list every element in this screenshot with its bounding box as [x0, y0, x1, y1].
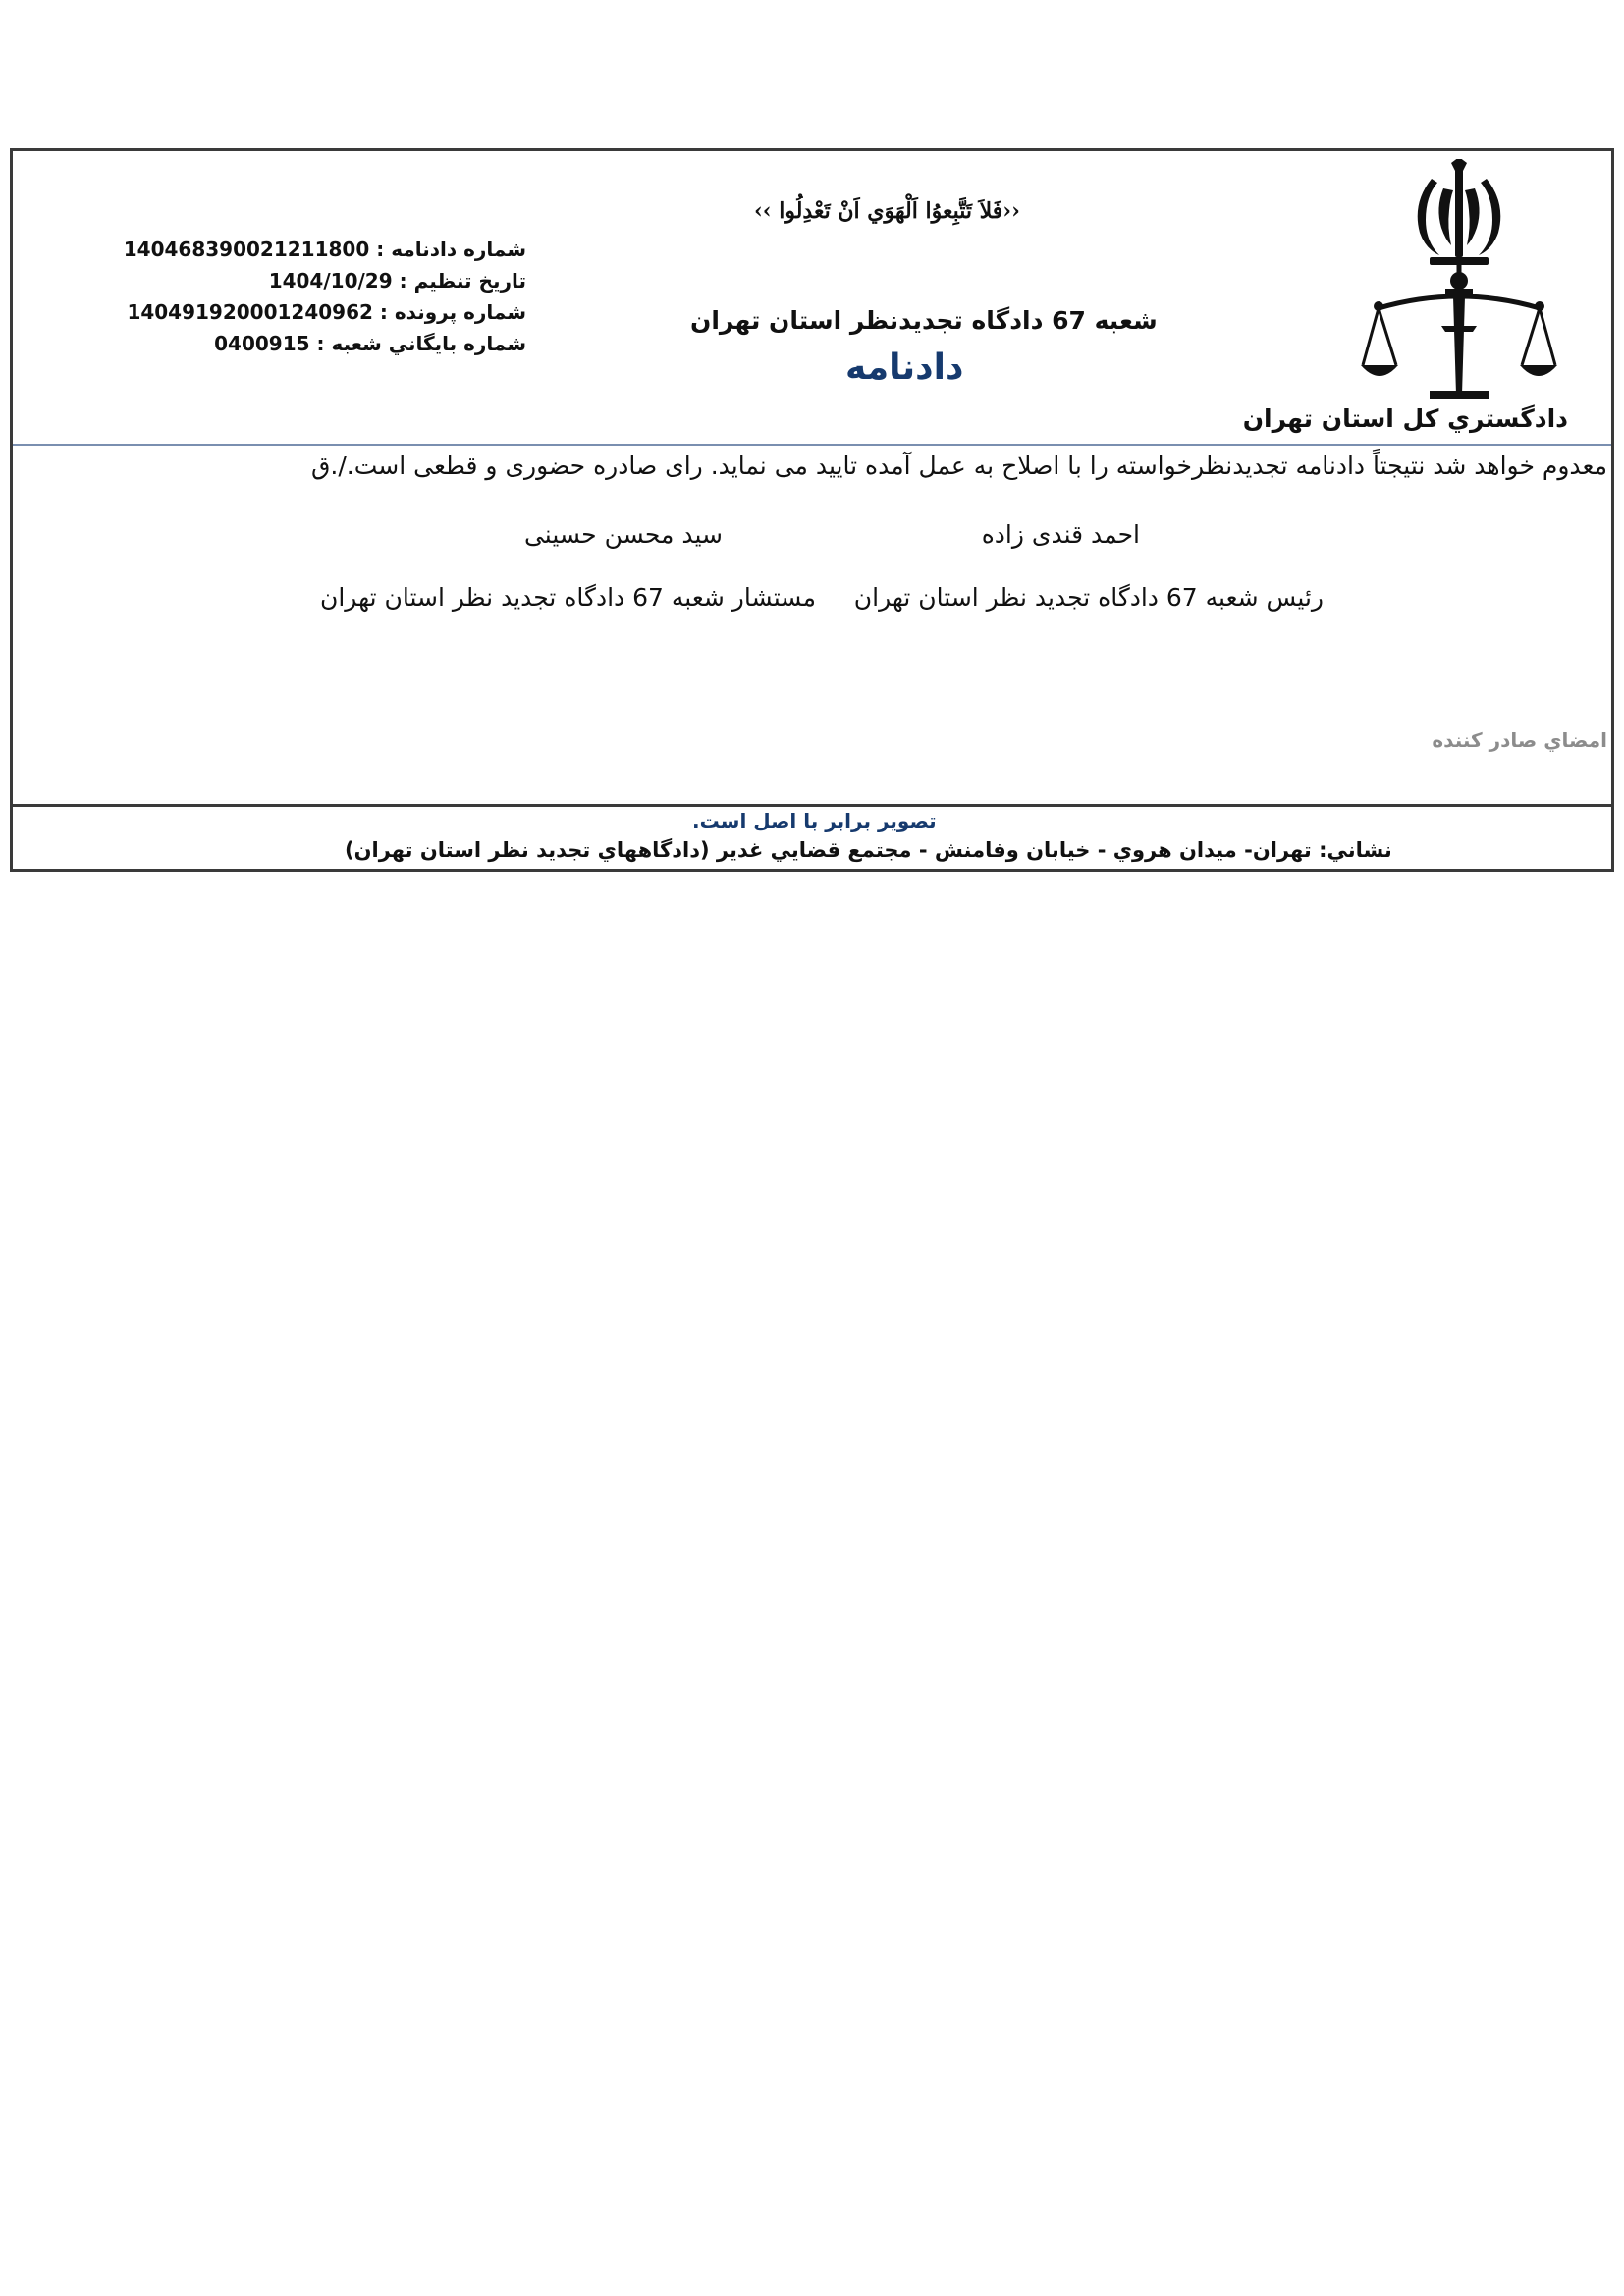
- meta-value: 0400915: [214, 332, 310, 355]
- quran-quote: ‹‹فَلاَ تَتَّبِعوُا اَلْهَوَي اَنْ تَعْدِلُوا ››: [754, 198, 1020, 224]
- meta-archive-number: شماره بايگاني شعبه : 0400915: [214, 332, 526, 355]
- meta-value: 140468390021211800: [123, 238, 370, 261]
- signature-label: امضاي صادر كننده: [1432, 728, 1607, 752]
- ruling-text: معدوم خواهد شد نتیجتاً دادنامه تجدیدنظرخواسته را با اصلاح به عمل آمده تایید می نماید. رای صادره حضوری و قطعی است./.ق: [311, 452, 1607, 480]
- meta-value: 1404/10/29: [268, 269, 393, 293]
- certified-copy-note: تصوير برابر با اصل است.: [692, 809, 937, 832]
- meta-label: تاريخ تنظيم: [413, 269, 526, 293]
- meta-label: شماره دادنامه: [391, 238, 526, 261]
- meta-verdict-number: شماره دادنامه : 140468390021211800: [123, 238, 526, 261]
- judge-name: سید محسن حسینی: [523, 520, 723, 549]
- judge-name: احمد قندی زاده: [981, 520, 1140, 549]
- court-address: نشاني: تهران- ميدان هروي - خيابان وفامنش - مجتمع قضايي غدير (دادگاههاي تجديد نظر استان تهران): [345, 838, 1392, 862]
- meta-value: 140491920001240962: [127, 300, 373, 324]
- organization-name: دادگستري كل استان تهران: [1242, 404, 1568, 433]
- document-title: دادنامه: [845, 347, 964, 388]
- header-divider: [13, 444, 1611, 446]
- document-frame: [10, 148, 1614, 872]
- meta-issue-date: تاريخ تنظيم : 1404/10/29: [268, 269, 526, 293]
- branch-title: شعبه 67 دادگاه تجديدنظر استان تهران: [690, 306, 1158, 335]
- meta-label: شماره پرونده: [394, 300, 526, 324]
- judiciary-emblem-icon: [1361, 159, 1557, 402]
- footer-divider: [13, 804, 1611, 807]
- meta-case-number: شماره پرونده : 140491920001240962: [127, 300, 526, 324]
- judge-title: مستشار شعبه 67 دادگاه تجدید نظر استان تهران: [319, 583, 816, 612]
- judge-title: رئیس شعبه 67 دادگاه تجدید نظر استان تهران: [853, 583, 1324, 612]
- meta-label: شماره بايگاني شعبه: [331, 332, 526, 355]
